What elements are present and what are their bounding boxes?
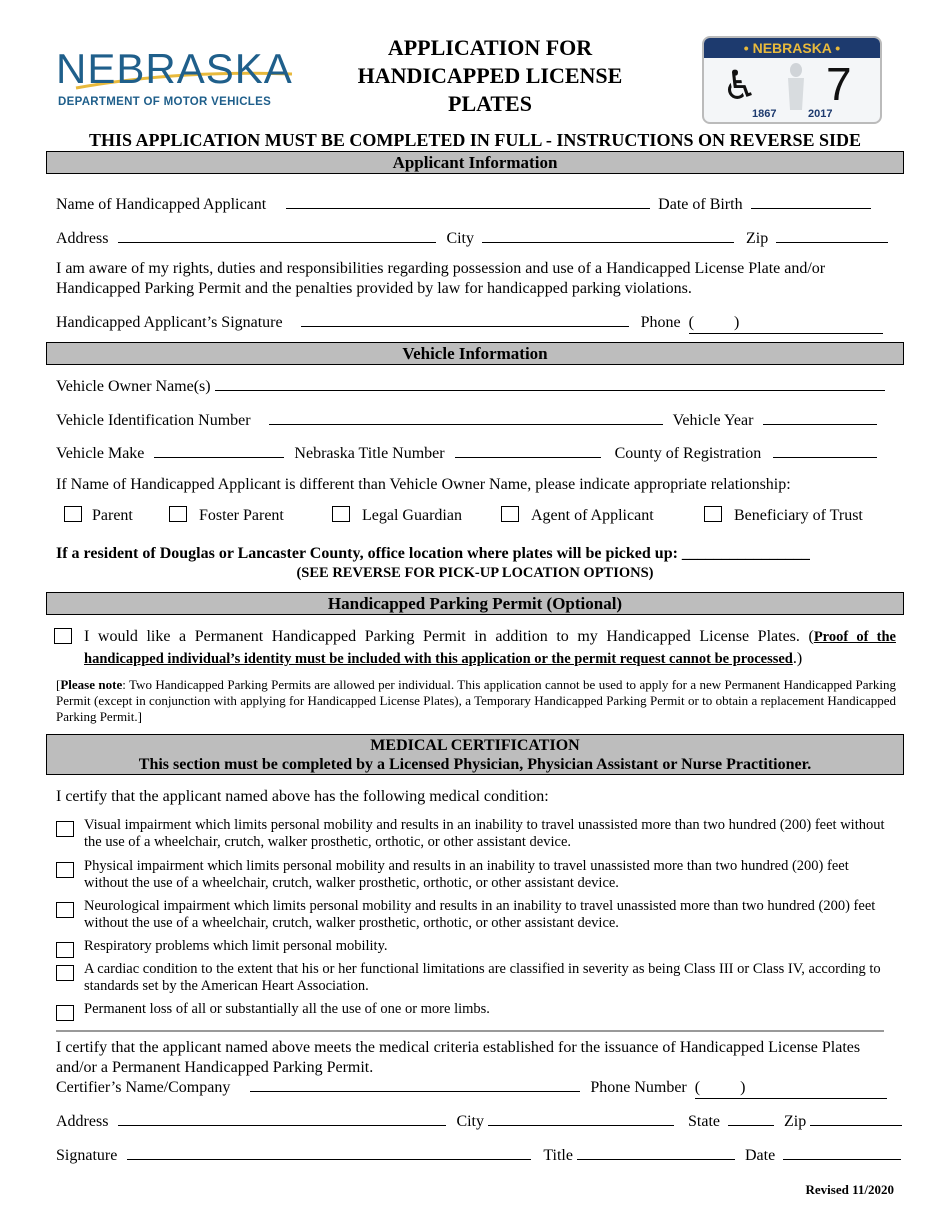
certifier-state-field[interactable]	[728, 1112, 774, 1126]
certifier-signature-label: Signature	[56, 1147, 118, 1164]
applicant-phone-mask: ( )	[688, 314, 740, 331]
relationship-options	[64, 506, 904, 528]
vehicle-year-field[interactable]	[763, 411, 877, 425]
certifier-signature-row	[56, 1146, 894, 1166]
vehicle-owner-row	[56, 377, 894, 397]
permit-note-label: Please note	[60, 677, 123, 692]
checkbox-physical-impairment[interactable]	[56, 862, 74, 878]
vehicle-owner-label: Vehicle Owner Name(s)	[56, 378, 211, 395]
applicant-address-row	[56, 229, 894, 249]
applicant-zip-field[interactable]	[776, 229, 888, 243]
permit-request-text	[84, 626, 896, 670]
condition-visual-text: Visual impairment which limits personal mobility and results in an inability to travel unassisted more than two hundred (200) feet without the use of a wheelchair, crutch, walker prosthetic, orthotic, or other assistant device.	[84, 817, 885, 850]
relationship-option-foster-parent[interactable]	[169, 506, 284, 526]
checkbox-neurological-impairment[interactable]	[56, 902, 74, 918]
vehicle-section-header: Vehicle Information	[46, 342, 904, 365]
county-label: County of Registration	[614, 445, 762, 462]
applicant-city-field[interactable]	[482, 229, 734, 243]
dmv-logo	[56, 45, 301, 114]
condition-neurological-text: Neurological impairment which limits personal mobility and results in an inability to travel unassisted more than two hundred (200) feet without the use of a wheelchair, crutch, walker prosthetic, orthotic, or other assistant device.	[84, 898, 876, 931]
permit-proof-requirement: Proof of the handicapped individual’s identity must be included with this application or the permit request cannot be processed	[84, 629, 896, 667]
vehicle-make-field[interactable]	[154, 444, 284, 458]
certifier-address-row	[56, 1112, 894, 1132]
permit-proof-close: .)	[792, 650, 803, 667]
form-title	[320, 34, 660, 118]
vin-label: Vehicle Identification Number	[56, 412, 251, 429]
permit-note-open: [	[56, 677, 61, 692]
section-divider	[56, 1030, 884, 1032]
medical-section-header	[46, 734, 904, 775]
plate-dot-right-icon: •	[835, 40, 841, 56]
certifier-field[interactable]	[250, 1078, 580, 1092]
checkbox-cardiac[interactable]	[56, 965, 74, 981]
certifier-phone-field[interactable]	[695, 1078, 887, 1099]
vin-field[interactable]	[269, 411, 663, 425]
awareness-statement: I am aware of my rights, duties and responsibilities regarding possession and use of a Handicapped License Plate and/or Handicapped Parking Permit and the penalties provided by law for handicapped parking violations.	[56, 260, 826, 297]
dob-label: Date of Birth	[658, 196, 743, 213]
permanent-permit-checkbox[interactable]	[54, 628, 72, 644]
checkbox-parent[interactable]	[64, 506, 82, 522]
certifier-title-field[interactable]	[577, 1146, 735, 1160]
applicant-phone-field[interactable]	[689, 313, 883, 334]
certifier-zip-label: Zip	[784, 1113, 807, 1130]
certifier-city-label: City	[456, 1113, 484, 1130]
applicant-name-label: Name of Handicapped Applicant	[56, 196, 267, 213]
relationship-option-beneficiary[interactable]	[704, 506, 863, 526]
applicant-signature-field[interactable]	[301, 313, 629, 327]
condition-limb-loss	[56, 1001, 896, 1018]
certifier-address-field[interactable]	[118, 1112, 446, 1126]
vehicle-year-label: Vehicle Year	[672, 412, 754, 429]
condition-visual	[56, 817, 896, 851]
relationship-option-parent[interactable]	[64, 506, 133, 526]
checkbox-beneficiary-of-trust[interactable]	[704, 506, 722, 522]
applicant-name-row	[56, 195, 894, 215]
plate-state-text: NEBRASKA	[752, 40, 832, 56]
vehicle-make-row	[56, 444, 894, 464]
logo-subtitle: DEPARTMENT OF MOTOR VEHICLES	[58, 96, 272, 108]
medical-criteria-statement: I certify that the applicant named above meets the medical criteria established for the issuance of Handicapped License Plates and/or a Permanent Handicapped Parking Permit.	[56, 1039, 861, 1076]
license-plate-image	[702, 36, 882, 124]
certifier-title-label: Title	[543, 1147, 573, 1164]
applicant-zip-label: Zip	[746, 230, 769, 247]
plate-year-left: 1867	[752, 108, 777, 120]
applicant-phone-label: Phone	[640, 314, 681, 331]
relationship-label-beneficiary: Beneficiary of Trust	[734, 507, 863, 524]
checkbox-legal-guardian[interactable]	[332, 506, 350, 522]
condition-cardiac	[56, 961, 896, 995]
relationship-option-agent[interactable]	[501, 506, 654, 526]
checkbox-limb-loss[interactable]	[56, 1005, 74, 1021]
relationship-label-legal-guardian: Legal Guardian	[362, 507, 462, 524]
relationship-label-foster-parent: Foster Parent	[199, 507, 284, 524]
condition-physical	[56, 858, 896, 892]
permit-note	[56, 677, 896, 725]
instructions-banner: THIS APPLICATION MUST BE COMPLETED IN FULL - INSTRUCTIONS ON REVERSE SIDE	[89, 130, 861, 150]
permit-note-text: : Two Handicapped Parking Permits are allowed per individual. This application cannot be used to apply for a new Permanent Handicapped Parking Permit (except in conjunction with applying for Handicapped License Plates), a Temporary Handicapped Parking Permit or to obtain a replacement Handicapped Parking Permit.]	[56, 677, 896, 724]
applicant-address-label: Address	[56, 230, 109, 247]
certifier-signature-field[interactable]	[127, 1146, 531, 1160]
certifier-state-label: State	[688, 1113, 720, 1130]
certifier-zip-field[interactable]	[810, 1112, 902, 1126]
form-title-line2: HANDICAPPED LICENSE	[357, 63, 623, 88]
vehicle-make-label: Vehicle Make	[56, 445, 145, 462]
vin-row	[56, 411, 894, 431]
applicant-address-field[interactable]	[118, 229, 436, 243]
plate-state-banner	[704, 38, 880, 58]
certifier-date-label: Date	[744, 1147, 776, 1164]
condition-cardiac-text: A cardiac condition to the extent that his or her functional limitations are classified in severity as being Class III or Class IV, according to standards set by the American Heart Association.	[84, 961, 881, 994]
county-field[interactable]	[773, 444, 877, 458]
vehicle-owner-field[interactable]	[215, 377, 885, 391]
applicant-name-field[interactable]	[286, 195, 650, 209]
permit-request-statement: I would like a Permanent Handicapped Parking Permit in addition to my Handicapped License Plates. (	[84, 628, 814, 645]
applicant-city-label: City	[446, 230, 474, 247]
relationship-label-parent: Parent	[92, 507, 133, 524]
relationship-option-legal-guardian[interactable]	[332, 506, 462, 526]
certifier-row	[56, 1078, 894, 1099]
checkbox-agent-of-applicant[interactable]	[501, 506, 519, 522]
applicant-signature-label: Handicapped Applicant’s Signature	[56, 314, 283, 331]
dob-field[interactable]	[751, 195, 871, 209]
form-title-line3: PLATES	[448, 91, 532, 116]
certifier-address-label: Address	[56, 1113, 109, 1130]
plate-dot-left-icon: •	[743, 40, 749, 56]
medical-section-subtitle: This section must be completed by a Licensed Physician, Physician Assistant or Nurse Practitioner.	[138, 756, 812, 773]
pickup-location-note: (SEE REVERSE FOR PICK-UP LOCATION OPTIONS)	[296, 565, 654, 581]
condition-respiratory	[56, 938, 896, 955]
certifier-phone-mask: ( )	[694, 1079, 746, 1096]
wheelchair-icon: ♿	[722, 63, 758, 109]
logo-wordmark: NEBRASKA	[56, 45, 293, 92]
relationship-label-agent: Agent of Applicant	[531, 507, 654, 524]
checkbox-visual-impairment[interactable]	[56, 821, 74, 837]
plate-number: 7	[826, 58, 852, 110]
title-number-label: Nebraska Title Number	[294, 445, 445, 462]
condition-respiratory-text: Respiratory problems which limit personal mobility.	[84, 938, 388, 954]
condition-neurological	[56, 898, 896, 932]
applicant-section-header: Applicant Information	[46, 151, 904, 174]
checkbox-foster-parent[interactable]	[169, 506, 187, 522]
medical-certify-intro: I certify that the applicant named above has the following medical condition:	[56, 788, 549, 805]
permit-section-header: Handicapped Parking Permit (Optional)	[46, 592, 904, 615]
applicant-signature-row	[56, 313, 894, 334]
form-title-line1: APPLICATION FOR	[387, 35, 593, 60]
condition-limb-loss-text: Permanent loss of all or substantially all the use of one or more limbs.	[84, 1001, 490, 1017]
checkbox-respiratory[interactable]	[56, 942, 74, 958]
relationship-prompt: If Name of Handicapped Applicant is different than Vehicle Owner Name, please indicate appropriate relationship:	[56, 476, 791, 493]
certifier-city-field[interactable]	[488, 1112, 674, 1126]
condition-physical-text: Physical impairment which limits personal mobility and results in an inability to travel unassisted more than two hundred (200) feet without the use of a wheelchair, crutch, walker prosthetic, orthotic, or other assistant device.	[84, 858, 849, 891]
pickup-location-prompt: If a resident of Douglas or Lancaster County, office location where plates will be picked up: ________________	[56, 545, 810, 562]
plate-year-right: 2017	[808, 108, 833, 120]
certifier-phone-label: Phone Number	[590, 1079, 687, 1096]
revision-date: Revised 11/2020	[805, 1182, 894, 1197]
certifier-label: Certifier’s Name/Company	[56, 1079, 231, 1096]
medical-section-title: MEDICAL CERTIFICATION	[370, 737, 580, 754]
certifier-date-field[interactable]	[783, 1146, 901, 1160]
title-number-field[interactable]	[455, 444, 601, 458]
